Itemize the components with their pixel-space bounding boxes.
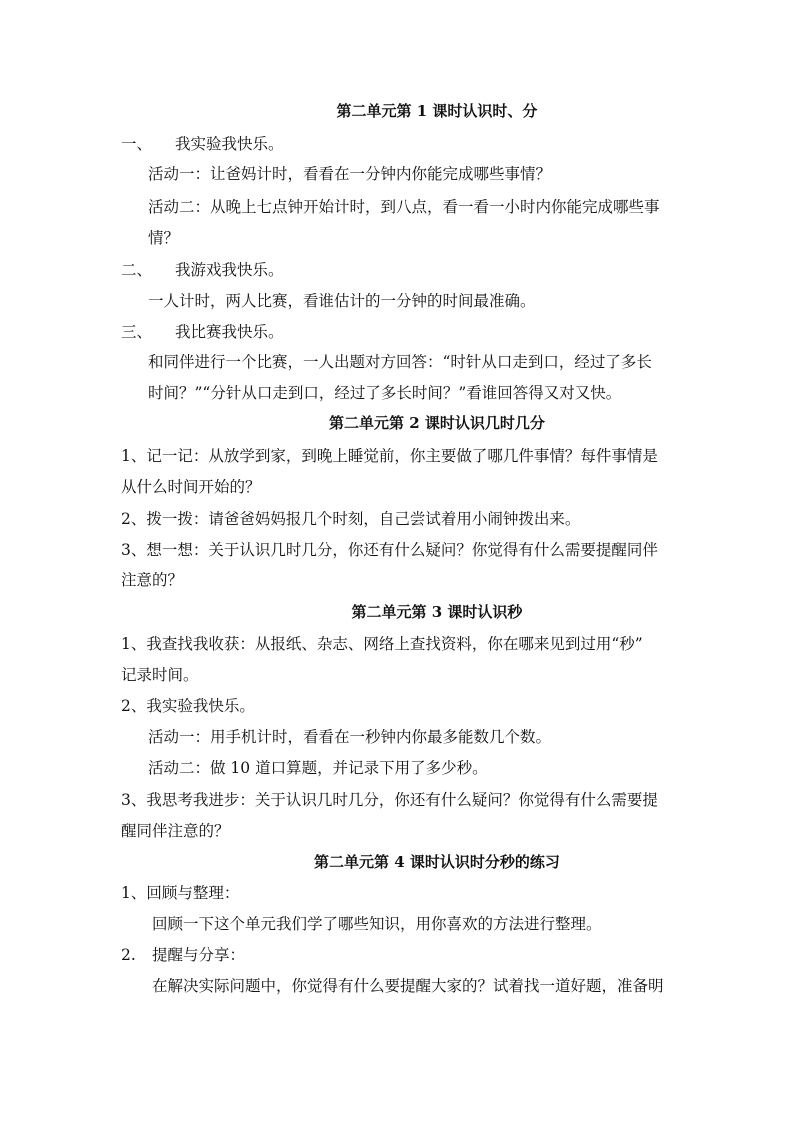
heading-1-text: 我实验我快乐。 — [175, 135, 284, 153]
s2-item-1-line1: 1、记一记：从放学到家，到晚上睡觉前，你主要做了哪几件事情？每件事情是 — [121, 447, 658, 465]
game-text: 一人计时，两人比赛，看谁估计的一分钟的时间最准确。 — [148, 292, 536, 310]
s2-item-3-line1: 3、想一想：关于认识几时几分，你还有什么疑问？你觉得有什么需要提醒同伴 — [121, 541, 658, 559]
s3-item-3-line1: 3、我思考我进步：关于认识几时几分，你还有什么疑问？你觉得有什么需要提 — [121, 791, 658, 809]
s2-item-2: 2、拨一拨：请爸爸妈妈报几个时刻，自己尝试着用小闹钟拨出来。 — [121, 510, 581, 528]
contest-text-line2: 时间？”“分针从口走到口，经过了多长时间？”看谁回答得又对又快。 — [148, 384, 622, 402]
s4-item-1: 1、回顾与整理： — [121, 884, 240, 902]
s4-item-1-body: 回顾一下这个单元我们学了哪些知识，用你喜欢的方法进行整理。 — [152, 915, 602, 933]
s4-item-2-text: 提醒与分享： — [152, 946, 246, 964]
section-2-title: 第二单元第 2 课时认识几时几分 — [329, 414, 545, 432]
s3-activity-2: 活动二：做 10 道口算题，并记录下用了多少秒。 — [148, 759, 488, 777]
heading-2-number: 二、 — [121, 261, 153, 279]
s4-item-2-body: 在解决实际问题中，你觉得有什么要提醒大家的？试着找一道好题，准备明 — [152, 977, 664, 995]
heading-1-number: 一、 — [121, 135, 153, 153]
activity-2-text-line2: 情？ — [148, 229, 180, 247]
heading-2-text: 我游戏我快乐。 — [175, 261, 284, 279]
s3-item-2: 2、我实验我快乐。 — [121, 697, 255, 715]
s2-item-1-line2: 从什么时间开始的？ — [121, 478, 261, 496]
section-3-title: 第二单元第 3 课时认识秒 — [351, 603, 523, 621]
s3-item-1-line2: 记录时间。 — [121, 666, 199, 684]
contest-text-line1: 和同伴进行一个比赛，一人出题对方回答：“时针从口走到口，经过了多长 — [148, 353, 652, 371]
section-1-title: 第二单元第 1 课时认识时、分 — [336, 102, 538, 120]
activity-1-text: 活动一：让爸妈计时，看看在一分钟内你能完成哪些事情？ — [148, 165, 552, 183]
s3-activity-1: 活动一：用手机计时，看看在一秒钟内你最多能数几个数。 — [148, 728, 552, 746]
s4-item-2-number: 2. — [121, 946, 136, 964]
activity-2-text-line1: 活动二：从晚上七点钟开始计时，到八点，看一看一小时内你能完成哪些事 — [148, 198, 660, 216]
section-4-title: 第二单元第 4 课时认识时分秒的练习 — [314, 853, 560, 871]
s2-item-3-line2: 注意的？ — [121, 571, 184, 589]
heading-3-number: 三、 — [121, 323, 153, 341]
s3-item-1-line1: 1、我查找我收获：从报纸、杂志、网络上查找资料，你在哪来见到过用“秒” — [121, 635, 643, 653]
heading-3-text: 我比赛我快乐。 — [175, 323, 284, 341]
s3-item-3-line2: 醒同伴注意的？ — [121, 822, 230, 840]
